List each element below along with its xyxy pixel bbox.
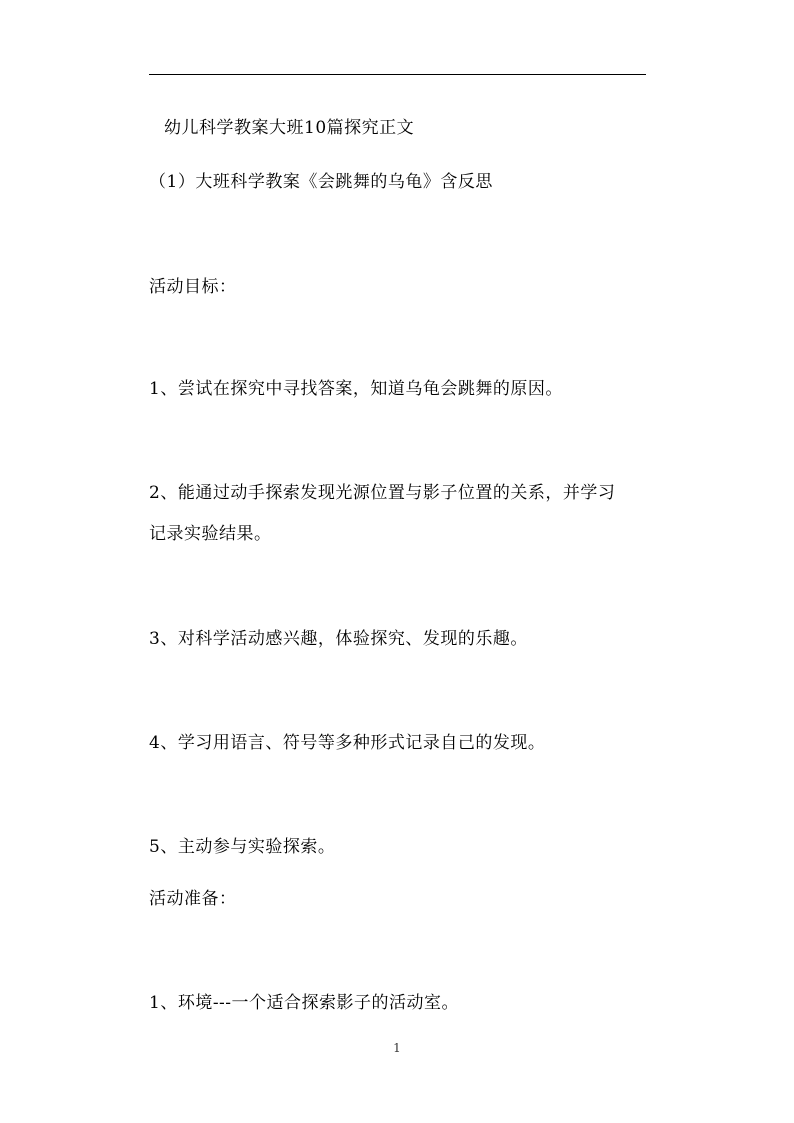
goal-item-2: 2、能通过动手探索发现光源位置与影子位置的关系，并学习 <box>149 483 616 503</box>
header-rule <box>149 74 646 75</box>
goal-item-1: 1、尝试在探究中寻找答案，知道乌龟会跳舞的原因。 <box>149 379 563 399</box>
goal-item-3: 3、对科学活动感兴趣，体验探究、发现的乐趣。 <box>149 629 528 649</box>
goal-item-5: 5、主动参与实验探索。 <box>149 837 336 857</box>
goals-heading: 活动目标： <box>149 277 237 297</box>
page-number: 1 <box>393 1041 401 1055</box>
goal-item-4: 4、学习用语言、符号等多种形式记录自己的发现。 <box>149 733 546 753</box>
goal-item-2-continued: 记录实验结果。 <box>149 524 272 544</box>
document-title: 幼儿科学教案大班10篇探究正文 <box>164 118 415 138</box>
lesson-subtitle: （1）大班科学教案《会跳舞的乌龟》含反思 <box>149 172 493 192</box>
prep-heading: 活动准备： <box>149 889 237 909</box>
prep-item-1: 1、环境---一个适合探索影子的活动室。 <box>149 993 460 1013</box>
